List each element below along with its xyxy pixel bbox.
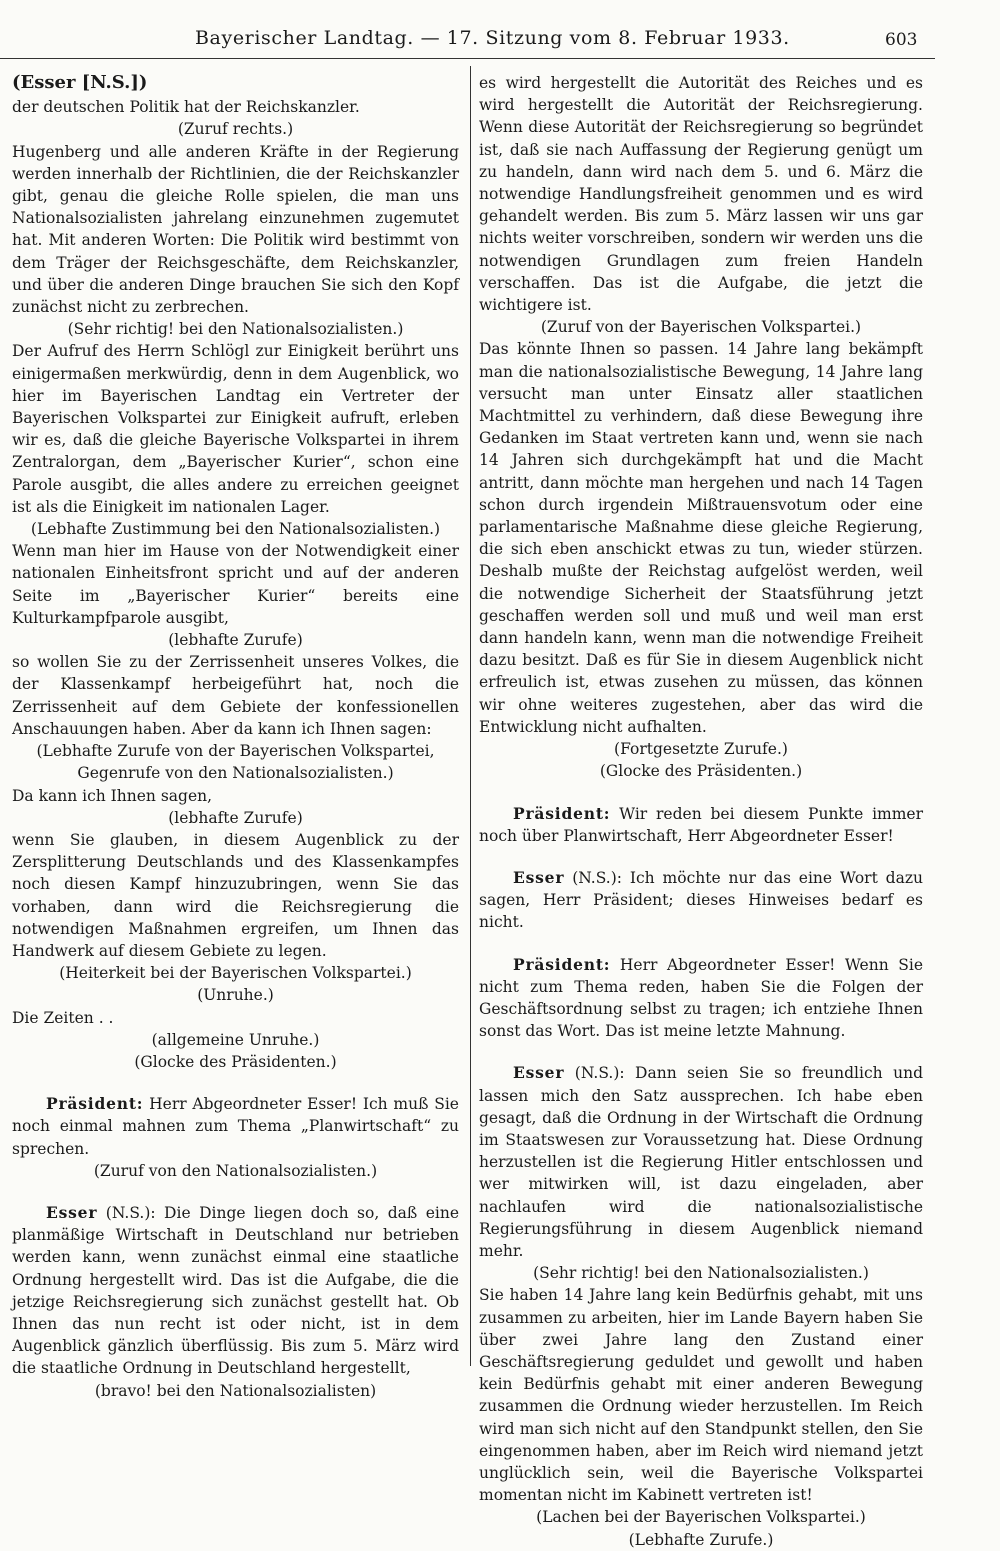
speech-text: (N.S.): Dann seien Sie so freundlich und lassen mich den Satz aussprechen. Ich habe eben gesagt, daß die Ordnung in der Wirtschaft die Ordnung im Staatswesen zur Voraussetzung hat. Diese Ordnung herzustellen ist die Regierung Hitler entschlossen und wer mitwirken will, ist dazu eingeladen, aber nachlaufen wird die nationalsozialistische Regierungsführung in diesem Augenblick niemand mehr. (479, 1064, 923, 1260)
interjection: (Lebhafte Zurufe von der Bayerischen Volkspartei, (36, 742, 435, 761)
paragraph: wenn Sie glauben, in diesem Augenblick zu der Zersplitterung Deutschlands und des Klassenkampfes noch diesen Kampf hinzuzubringen, wenn Sie das vorhaben, dann wird die Reichsregierung die notwendigen Maßnahmen ergreifen, um Ihnen das Handwerk auf diesem Gebiete zu legen. (12, 830, 459, 960)
interjection: (Glocke des Präsidenten.) (599, 762, 803, 781)
interjection: (Lachen bei der Bayerischen Volkspartei.) (536, 1508, 866, 1527)
interjection: (Heiterkeit bei der Bayerischen Volkspartei.) (59, 964, 412, 983)
interjection: (Glocke des Präsidenten.) (134, 1052, 337, 1071)
paragraph: Das könnte Ihnen so passen. 14 Jahre lang bekämpft man die nationalsozialistische Bewegung, 14 Jahre lang versucht man unter Einsatz aller staatlichen Machtmittel zu verhindern, daß diese Bewegung ihre Gedanken im Staat vertreten kann und, wenn sie nach 14 Jahren sich durchgekämpft hat und die Macht antritt, dann möchte man hergehen und nach 14 Tagen schon durch irgendein Mißtrauensvotum oder eine parlamentarische Maßnahme diese gleiche Regierung, die sich eben anschickt etwas zu tun, wieder stürzen. Deshalb mußte der Reichstag aufgelöst werden, weil die notwendige Sicherheit der Staatsführung jetzt geschaffen werden soll und muß und weil man erst dann handeln kann, wenn man die notwendige Freiheit dazu besitzt. Daß es für Sie in diesem Augenblick nicht erfreulich ist, etwas zusehen zu müssen, das können wir ohne weiteres zugestehen, aber das wird die Entwicklung nicht aufhalten. (479, 340, 923, 736)
speech-esser (479, 1062, 923, 1262)
paragraph: Der Aufruf des Herrn Schlögl zur Einigkeit berührt uns einigermaßen merkwürdig, denn in dem Augenblick, wo hier im Bayerischen Landtag ein Vertreter der Bayerischen Volkspartei zur Einigkeit aufruft, erleben wir es, daß die gleiche Bayerische Volkspartei in ihrem Zentralorgan, dem „Bayerischer Kurier“, schon eine Parole ausgibt, die alles andere zu erreichen geeignet ist als die Einigkeit im nationalen Lager. (12, 342, 459, 516)
interjection: (allgemeine Unruhe.) (151, 1030, 320, 1049)
speech-text: Wir reden bei diesem Punkte immer noch über Planwirtschaft, Herr Abgeordneter Esser! (479, 804, 923, 845)
column-divider (470, 66, 471, 1366)
interjection: Gegenrufe von den Nationalsozialisten.) (77, 764, 394, 783)
paragraph: so wollen Sie zu der Zerrissenheit unseres Volkes, die der Klassenkampf herbeigeführt hat, noch die Zerrissenheit auf dem Gebiete der konfessionellen Anschauungen haben. Aber da kann ich Ihnen sagen: (12, 653, 459, 738)
speech-text: (N.S.): Ich möchte nur das eine Wort dazu sagen, Herr Präsident; dieses Hinweises bedarf es nicht. (479, 868, 923, 932)
page-number: 603 (885, 30, 918, 50)
left-column (12, 72, 459, 1402)
interjection: (Sehr richtig! bei den Nationalsozialisten.) (67, 320, 404, 339)
interjection: (Zuruf von den Nationalsozialisten.) (93, 1161, 378, 1180)
speaker-continuation: (Esser [N.S.]) (12, 72, 148, 93)
interjection: (Lebhafte Zustimmung bei den Nationalsozialisten.) (30, 520, 441, 539)
speech-esser (479, 867, 923, 934)
speech-esser (12, 1202, 459, 1380)
interjection: (lebhafte Zurufe) (168, 631, 303, 650)
speech-president (12, 1093, 459, 1160)
interjection: (lebhafte Zurufe) (168, 808, 303, 827)
speech-text: Herr Abgeordneter Esser! Ich muß Sie noch einmal mahnen zum Thema „Planwirtschaft“ zu sprechen. (12, 1095, 459, 1158)
speaker-name: Präsident: (513, 954, 611, 974)
right-column (479, 72, 923, 1551)
speaker-name: Präsident: (513, 803, 611, 823)
speech-text: (N.S.): Die Dinge liegen doch so, daß eine planmäßige Wirtschaft in Deutschland nur betrieben werden kann, wenn zunächst einmal eine staatliche Ordnung hergestellt wird. Das ist die Aufgabe, die die jetzige Reichsregierung sich zunächst gestellt hat. Ob Ihnen das nun recht ist oder nicht, ist in dem Augenblick gänzlich überflüssig. Bis zum 5. März wird die staatliche Ordnung in Deutschland hergestellt, (12, 1203, 459, 1378)
paragraph: Die Zeiten . . (12, 1008, 114, 1027)
interjection: (Zuruf rechts.) (177, 120, 294, 139)
speaker-name: Präsident: (46, 1094, 144, 1114)
speech-text: Herr Abgeordneter Esser! Wenn Sie nicht zum Thema reden, haben Sie die Folgen der Geschäftsordnung selbst zu tragen; ich entziehe Ihnen sonst das Wort. Das ist meine letzte Mahnung. (479, 955, 923, 1041)
speaker-name: Esser (513, 867, 565, 887)
running-header: Bayerischer Landtag. — 17. Sitzung vom 8. Februar 1933. (195, 27, 790, 49)
speaker-name: Esser (46, 1202, 98, 1222)
paragraph: Sie haben 14 Jahre lang kein Bedürfnis gehabt, mit uns zusammen zu arbeiten, hier im Lande Bayern haben Sie über zwei Jahre lang den Zustand einer Geschäftsregierung geduldet und gewollt und haben kein Bedürfnis gehabt mit einer anderen Bewegung zusammen die Ordnung wieder herzustellen. Im Reich wird man sich nicht auf den Standpunkt stellen, den Sie eingenommen haben, aber im Reich wird niemand jetzt unglücklich sein, weil die Bayerische Volkspartei momentan nicht im Kabinett vertreten ist! (479, 1286, 923, 1505)
speech-president (479, 803, 923, 847)
interjection: (Fortgesetzte Zurufe.) (614, 740, 788, 759)
paragraph: Hugenberg und alle anderen Kräfte in der Regierung werden innerhalb der Richtlinien, die der Reichskanzler gibt, genau die gleiche Rolle spielen, die man uns Nationalsozialisten jahrelang einzunehmen zugemutet hat. Mit anderen Worten: Die Politik wird bestimmt von dem Träger der Reichsgeschäfte, dem Reichskanzler, und über die anderen Dinge brauchen Sie sich den Kopf zunächst nicht zu zerbrechen. (12, 142, 459, 317)
interjection: (Zuruf von der Bayerischen Volkspartei.) (540, 318, 862, 337)
speech-president (479, 954, 923, 1043)
interjection: (Sehr richtig! bei den Nationalsozialisten.) (533, 1264, 869, 1283)
header-rule (0, 58, 935, 59)
interjection: (Lebhafte Zurufe.) (628, 1530, 774, 1549)
paragraph: der deutschen Politik hat der Reichskanzler. (12, 98, 360, 117)
paragraph: Da kann ich Ihnen sagen, (12, 786, 213, 805)
paragraph: es wird hergestellt die Autorität des Reiches und es wird hergestellt die Autorität der Reichsregierung. Wenn diese Autorität der Reichsregierung so begründet ist, daß sie nach Auffassung der Regierung genügt um zu handeln, dann wird nach dem 5. und 6. März die notwendige Handlungsfreiheit genommen und es wird gehandelt werden. Bis zum 5. März lassen wir uns gar nichts weiter vorschreiben, sondern wir werden uns die notwendigen Grundlagen zum freien Handeln verschaffen. Das ist die Aufgabe, die jetzt die wichtigere ist. (479, 74, 923, 315)
interjection: (Unruhe.) (197, 986, 274, 1005)
speaker-name: Esser (513, 1063, 565, 1083)
paragraph: Wenn man hier im Hause von der Notwendigkeit einer nationalen Einheitsfront spricht und auf der anderen Seite im „Bayerischer Kurier“ bereits eine Kulturkampfparole ausgibt, (12, 542, 459, 627)
interjection: (bravo! bei den Nationalsozialisten) (94, 1381, 377, 1400)
